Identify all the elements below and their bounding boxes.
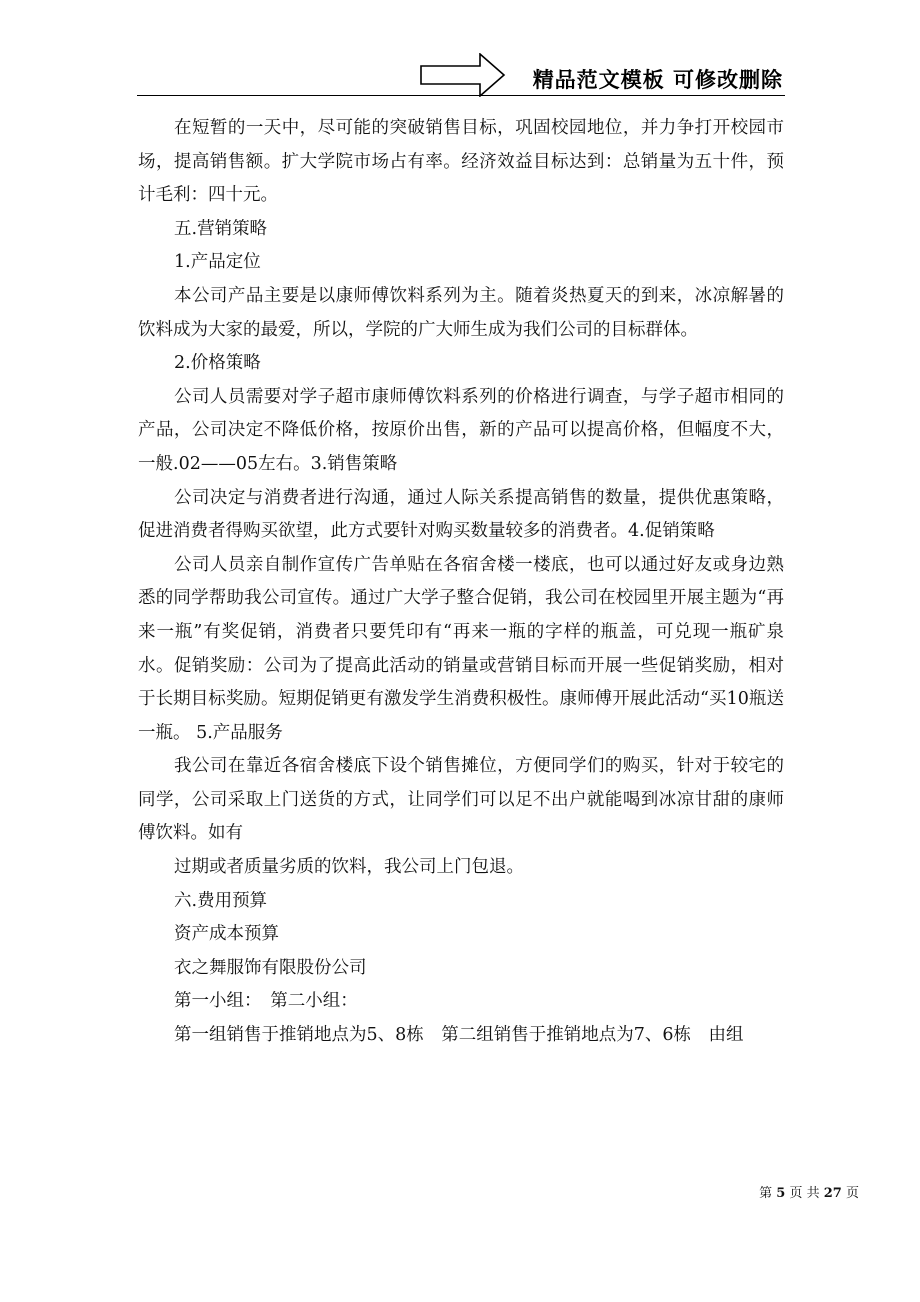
group-labels: 第一小组： 第二小组： [174,991,358,1012]
paragraph-product-service: 我公司在靠近各宿舍楼底下设个销售摊位，方便同学们的购买，针对于较宅的同学，公司采取上门送货的方式，让同学们可以足不出户就能喝到冰凉甘甜的康师傅饮料。如有 [138,756,784,844]
paragraph-return-policy: 过期或者质量劣质的饮料，我公司上门包退。 [174,857,524,878]
heading-marketing-strategy: 五.营销策略 [174,218,268,239]
paragraph-sales-strategy: 公司决定与消费者进行沟通，通过人际关系提高销售的数量，提供优惠策略，促进消费者得购买欲望，此方式要针对购买数量较多的消费者。4.促销策略 [138,487,784,542]
paragraph-sales-goal: 在短暂的一天中，尽可能的突破销售目标，巩固校园地位，并力争打开校园市场，提高销售额。扩大学院市场占有率。经济效益目标达到：总销量为五十件，预计毛利：四十元。 [138,118,784,206]
paragraph-promotion-strategy: 公司人员亲自制作宣传广告单贴在各宿舍楼一楼底，也可以通过好友或身边熟悉的同学帮助我公司宣传。通过广大学子整合促销，我公司在校园里开展主题为“再来一瓶”有奖促销，消费者只要凭印有“再来一瓶的字样的瓶盖，可兑现一瓶矿泉水。促销奖励：公司为了提高此活动的销量或营销目标而开展一些促销奖励，相对于长期目标奖励。短期促销更有激发学生消费积极性。康师傅开展此活动“买10瓶送一瓶。 5.产品服务 [138,554,784,743]
current-page-number: 5 [776,1186,786,1201]
header-divider [137,95,785,96]
footer-suffix: 页 [845,1186,859,1201]
heading-product-positioning: 1.产品定位 [174,252,261,273]
heading-cost-budget: 六.费用预算 [174,890,268,911]
company-name: 衣之舞服饰有限股份公司 [174,957,367,978]
header-title: 精品范文模板 可修改删除 [532,68,783,92]
group-locations: 第一组销售于推销地点为5、8栋 第二组销售于推销地点为7、6栋 由组 [174,1025,744,1046]
page-number-footer [759,1182,859,1201]
page-header [137,50,785,96]
heading-asset-cost-budget: 资产成本预算 [174,924,279,945]
right-arrow-outline-icon [420,53,506,97]
paragraph-product-positioning: 本公司产品主要是以康师傅饮料系列为主。随着炎热夏天的到来，冰凉解暑的饮料成为大家的最爱，所以，学院的广大师生成为我们公司的目标群体。 [138,285,784,340]
total-page-count: 27 [823,1186,842,1201]
footer-prefix: 第 [759,1186,773,1201]
document-body [138,112,784,1053]
heading-price-strategy: 2.价格策略 [174,353,261,374]
footer-middle: 页 共 [789,1186,820,1201]
paragraph-price-strategy: 公司人员需要对学子超市康师傅饮料系列的价格进行调查，与学子超市相同的产品，公司决定不降低价格，按原价出售，新的产品可以提高价格，但幅度不大，一般.02——05左右。3.销售策略 [138,386,784,474]
